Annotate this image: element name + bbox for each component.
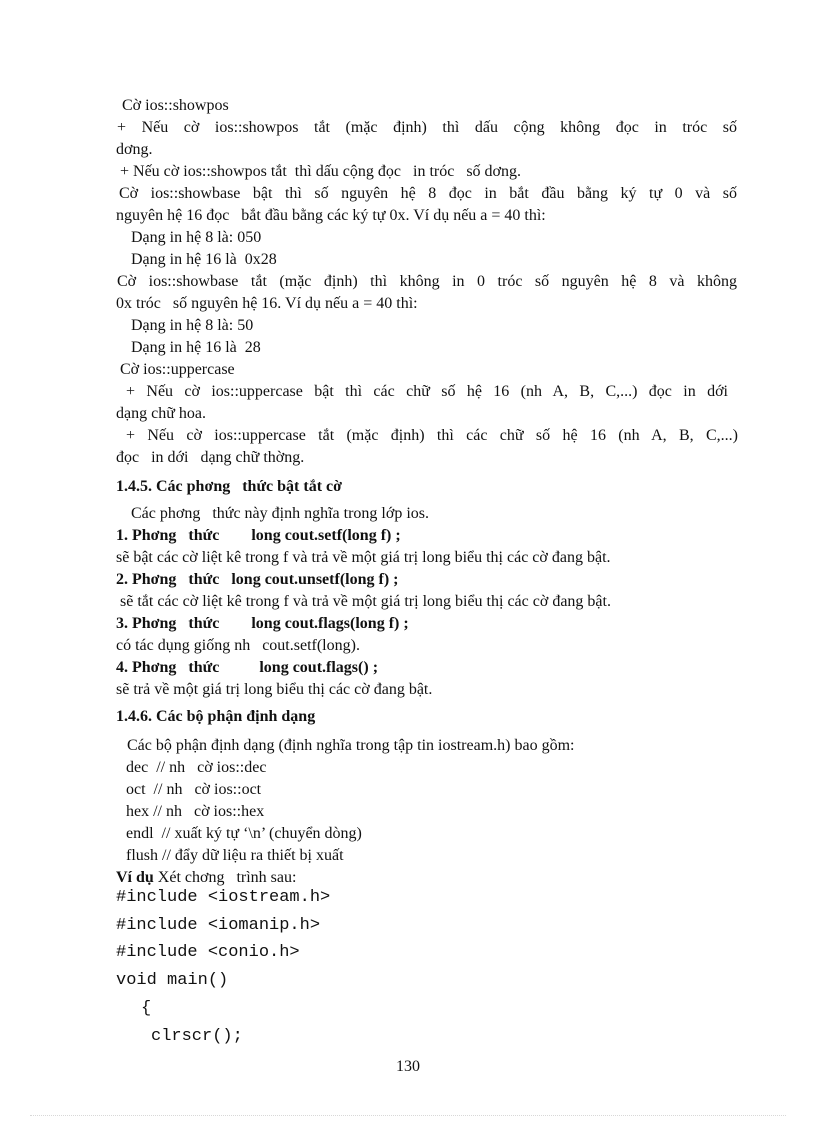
- text-line: Các bộ phận định dạng (định nghĩa trong tập tin iostream.h) bao gồm:: [127, 737, 575, 754]
- text-line: flush // đẩy dữ liệu ra thiết bị xuất: [126, 847, 344, 864]
- text-line: Cờ ios::showbase bật thì số nguyên hệ 8 đọc in bắt đầu bằng ký tự 0 và số: [119, 185, 737, 202]
- text-line: Dạng in hệ 16 là 0x28: [131, 251, 277, 268]
- code-line: {: [141, 999, 152, 1018]
- heading-line: 1.4.5. Các phơng thức bật tắt cờ: [116, 478, 342, 495]
- page-number: 130: [396, 1058, 420, 1075]
- text-line: + Nếu cờ ios::uppercase bật thì các chữ số hệ 16 (nh A, B, C,...) đọc in dới: [126, 383, 728, 400]
- code-line: clrscr();: [151, 1027, 243, 1046]
- text-line: oct // nh cờ ios::oct: [126, 781, 262, 798]
- code-line: #include <iostream.h>: [116, 888, 331, 907]
- text-line: + Nếu cờ ios::showpos tắt thì dấu cộng đọc in tróc số dơng.: [120, 163, 522, 180]
- heading-line: 2. Phơng thức long cout.unsetf(long f) ;: [116, 571, 399, 588]
- text-line: Cờ ios::showbase tắt (mặc định) thì không in 0 tróc số nguyên hệ 8 và không: [117, 273, 737, 290]
- code-line: #include <iomanip.h>: [116, 916, 321, 935]
- text-line: endl // xuất ký tự ‘\n’ (chuyển dòng): [126, 825, 362, 842]
- text-line: + Nếu cờ ios::uppercase tắt (mặc định) thì các chữ số hệ 16 (nh A, B, C,...): [126, 427, 738, 444]
- text-line: dạng chữ hoa.: [116, 405, 206, 422]
- text-line: dơng.: [116, 141, 153, 158]
- code-line: #include <conio.h>: [116, 943, 300, 962]
- footer-divider: [30, 1115, 786, 1116]
- heading-line: [116, 868, 296, 888]
- text-line: dec // nh cờ ios::dec: [126, 759, 267, 776]
- heading-line: 1.4.6. Các bộ phận định dạng: [116, 708, 316, 725]
- heading-line: 3. Phơng thức long cout.flags(long f) ;: [116, 615, 409, 632]
- text-line: sẽ tắt các cờ liệt kê trong f và trả về một giá trị long biểu thị các cờ đang bật.: [120, 593, 611, 610]
- text-line: Cờ ios::showpos: [122, 97, 229, 114]
- example-intro: Xét chơng trình sau:: [153, 869, 297, 886]
- text-line: có tác dụng giống nh cout.setf(long).: [116, 637, 360, 654]
- heading-line: 4. Phơng thức long cout.flags() ;: [116, 659, 379, 676]
- example-label: Ví dụ: [116, 869, 154, 886]
- text-line: sẽ trả về một giá trị long biểu thị các cờ đang bật.: [116, 681, 433, 698]
- text-line: Dạng in hệ 16 là 28: [131, 339, 261, 356]
- text-line: đọc in dới dạng chữ thờng.: [116, 449, 305, 466]
- text-line: nguyên hệ 16 đọc bắt đầu bằng các ký tự 0x. Ví dụ nếu a = 40 thì:: [116, 207, 546, 224]
- code-line: void main(): [116, 971, 229, 990]
- text-line: 0x tróc số nguyên hệ 16. Ví dụ nếu a = 40 thì:: [116, 295, 418, 312]
- text-line: + Nếu cờ ios::showpos tắt (mặc định) thì dấu cộng không đọc in tróc số: [117, 119, 737, 136]
- text-line: sẽ bật các cờ liệt kê trong f và trả về một giá trị long biểu thị các cờ đang bật.: [116, 549, 611, 566]
- heading-line: 1. Phơng thức long cout.setf(long f) ;: [116, 527, 401, 544]
- text-line: Các phơng thức này định nghĩa trong lớp ios.: [131, 505, 429, 522]
- text-line: Dạng in hệ 8 là: 050: [131, 229, 262, 246]
- text-line: Dạng in hệ 8 là: 50: [131, 317, 254, 334]
- text-line: hex // nh cờ ios::hex: [126, 803, 265, 820]
- text-line: Cờ ios::uppercase: [120, 361, 235, 378]
